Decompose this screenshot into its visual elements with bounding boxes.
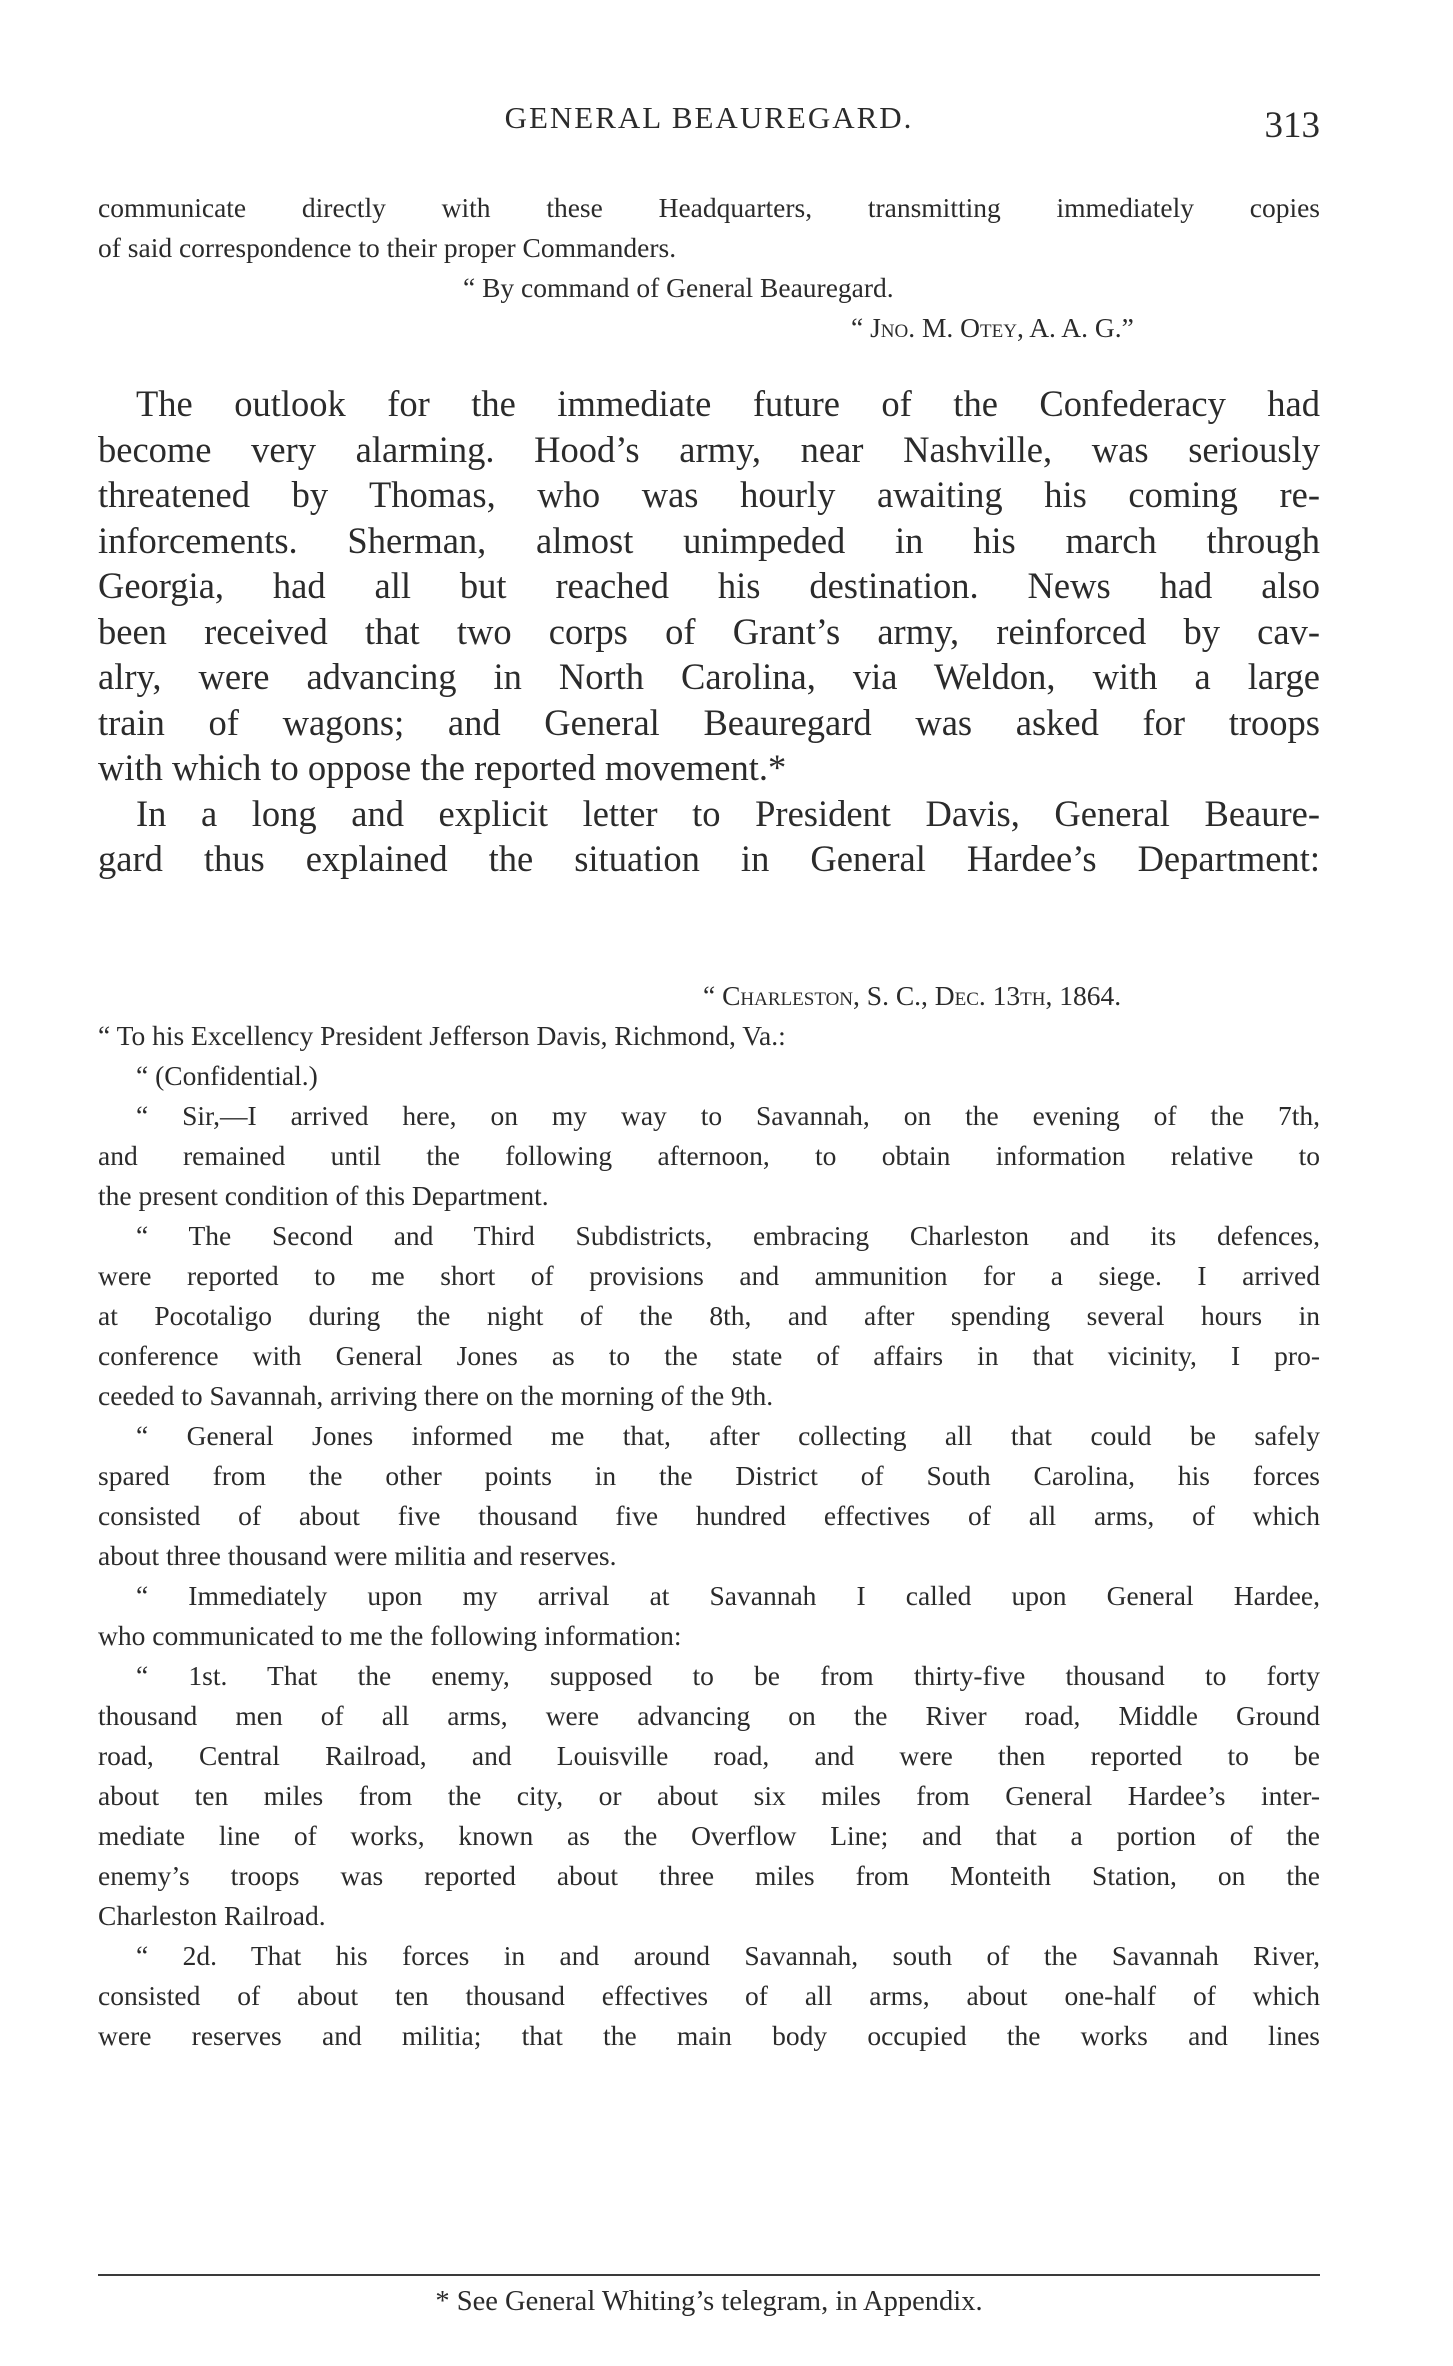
letter-line: about three thousand were militia and reserves. — [98, 1540, 617, 1571]
text-line: become very alarming. Hood’s army, near Nashville, was seriously — [98, 428, 1320, 470]
running-head — [98, 100, 1320, 150]
text-line: gard thus explained the situation in General Hardee’s Department: — [98, 838, 1320, 879]
letter-line: about ten miles from the city, or about six miles from General Hardee’s inter- — [98, 1780, 1320, 1811]
page-number: 313 — [1264, 105, 1320, 146]
letter-line: were reserves and militia; that the main body occupied the works and lines — [98, 2020, 1320, 2051]
letter-line: mediate line of works, known as the Overflow Line; and that a portion of the — [98, 1820, 1320, 1851]
letter-line: “ 2d. That his forces in and around Savannah, south of the Savannah River, — [136, 1940, 1320, 1971]
text-line: inforcements. Sherman, almost unimpeded in his march through — [98, 519, 1320, 561]
letter-line: were reported to me short of provisions and ammunition for a siege. I arrived — [98, 1260, 1320, 1291]
letter-block — [98, 976, 1320, 2056]
dateline: “ Charleston, S. C., Dec. 13th, 1864. — [703, 980, 1122, 1011]
letter-line: the present condition of this Department. — [98, 1180, 549, 1211]
letter-line: spared from the other points in the District of South Carolina, his forces — [98, 1460, 1320, 1491]
letter-line: Charleston Railroad. — [98, 1900, 326, 1931]
footnote-rule — [98, 2274, 1320, 2276]
letter-line: consisted of about five thousand five hundred effectives of all arms, of which — [98, 1500, 1320, 1531]
letter-line: thousand men of all arms, were advancing on the River road, Middle Ground — [98, 1700, 1320, 1731]
letter-line: “ Immediately upon my arrival at Savannah I called upon General Hardee, — [136, 1580, 1320, 1611]
confidential-note: “ (Confidential.) — [136, 1060, 318, 1091]
text-line: The outlook for the immediate future of the Confederacy had — [136, 383, 1320, 424]
text-line: alry, were advancing in North Carolina, via Weldon, with a large — [98, 656, 1320, 697]
letter-line: at Pocotaligo during the night of the 8th, and after spending several hours in — [98, 1300, 1320, 1331]
text-line: threatened by Thomas, who was hourly awaiting his coming re- — [98, 474, 1320, 515]
text-line: In a long and explicit letter to President Davis, General Beaure- — [136, 792, 1320, 834]
letter-line: “ General Jones informed me that, after collecting all that could be safely — [136, 1420, 1320, 1451]
text-line: Georgia, had all but reached his destination. News had also — [98, 565, 1320, 606]
letter-line: “ 1st. That the enemy, supposed to be from thirty-five thousand to forty — [136, 1660, 1320, 1691]
letter-line: road, Central Railroad, and Louisville road, and were then reported to be — [98, 1740, 1320, 1771]
opening-block — [98, 188, 1320, 348]
opening-line: communicate directly with these Headquarters, transmitting immediately copies — [98, 192, 1320, 223]
letter-line: and remained until the following afternoon, to obtain information relative to — [98, 1140, 1320, 1171]
letter-line: ceeded to Savannah, arriving there on the morning of the 9th. — [98, 1380, 774, 1411]
letter-line: consisted of about ten thousand effectives of all arms, about one-half of which — [98, 1980, 1320, 2011]
addressee: “ To his Excellency President Jefferson Davis, Richmond, Va.: — [98, 1020, 786, 1051]
letter-line: “ The Second and Third Subdistricts, embracing Charleston and its defences, — [136, 1220, 1320, 1251]
footnote: * See General Whiting’s telegram, in Appendix. — [435, 2286, 983, 2317]
text-line: been received that two corps of Grant’s army, reinforced by cav- — [98, 610, 1320, 652]
main-text — [98, 381, 1320, 882]
opening-line: of said correspondence to their proper Commanders. — [98, 232, 677, 263]
command-line: “ By command of General Beauregard. — [463, 272, 894, 303]
signature-line: “ Jno. M. Otey, A. A. G.” — [851, 312, 1134, 343]
text-line: with which to oppose the reported movement.* — [98, 747, 787, 788]
letter-line: conference with General Jones as to the state of affairs in that vicinity, I pro- — [98, 1340, 1320, 1371]
text-line: train of wagons; and General Beauregard was asked for troops — [98, 701, 1320, 743]
letter-line: enemy’s troops was reported about three miles from Monteith Station, on the — [98, 1860, 1320, 1891]
letter-line: “ Sir,—I arrived here, on my way to Savannah, on the evening of the 7th, — [136, 1100, 1320, 1131]
running-title: GENERAL BEAUREGARD. — [504, 100, 914, 135]
letter-line: who communicated to me the following information: — [98, 1620, 682, 1651]
